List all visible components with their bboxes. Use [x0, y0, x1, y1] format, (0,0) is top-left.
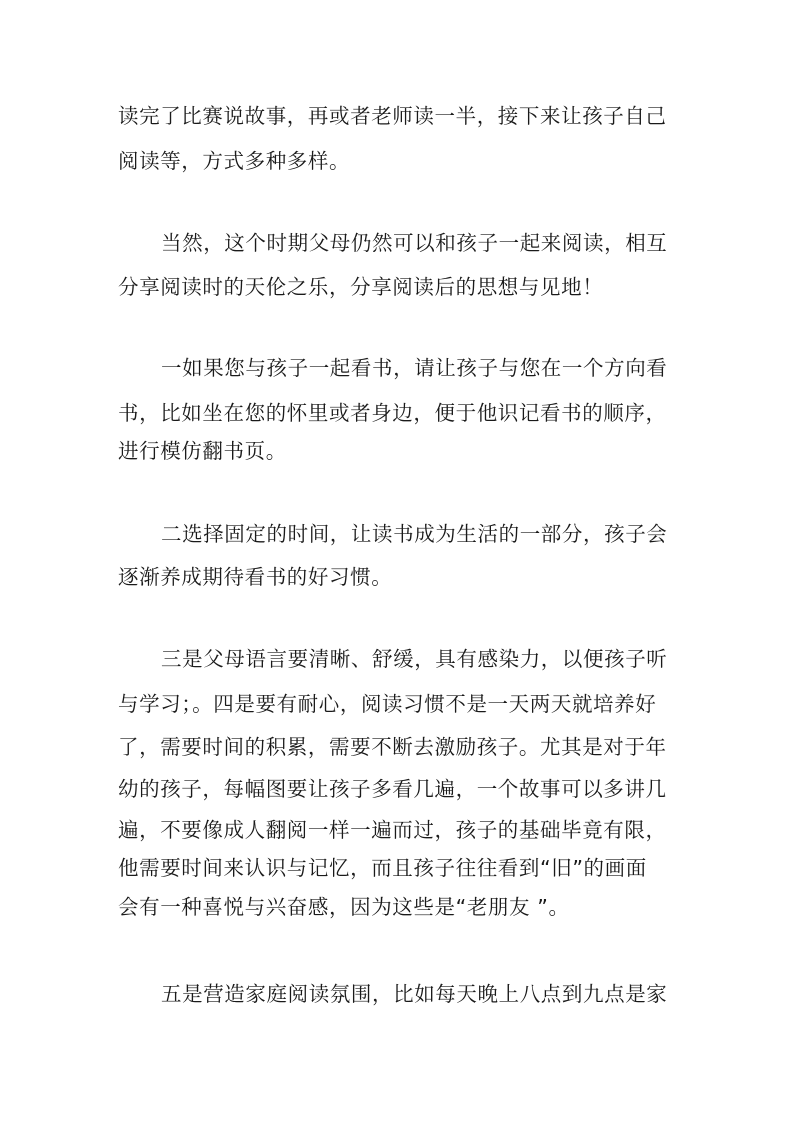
paragraph-3-line-3: 进行模仿翻书页。 [118, 439, 287, 463]
paragraph-2-line-1: 当然，这个时期父母仍然可以和孩子一起来阅读，相互 [161, 231, 668, 255]
paragraph-5-line-1: 三是父母语言要清晰、舒缓，具有感染力，以便孩子听 [161, 647, 668, 671]
paragraph-2-line-2: 分享阅读时的天伦之乐，分享阅读后的思想与见地！ [118, 275, 604, 299]
paragraph-5-line-3: 了，需要时间的积累，需要不断去激励孩子。尤其是对于年 [118, 735, 667, 759]
paragraph-5-line-5: 遍，不要像成人翻阅一样一遍而过，孩子的基础毕竟有限， [118, 818, 667, 842]
paragraph-6-line-1: 五是营造家庭阅读氛围，比如每天晚上八点到九点是家 [161, 982, 668, 1006]
paragraph-3-line-1: 一如果您与孩子一起看书，请让孩子与您在一个方向看 [161, 356, 668, 380]
paragraph-5-line-4: 幼的孩子，每幅图要让孩子多看几遍，一个故事可以多讲几 [118, 777, 667, 801]
paragraph-1-line-1: 读完了比赛说故事，再或者老师读一半，接下来让孩子自己 [118, 104, 667, 128]
paragraph-5-line-6: 他需要时间来认识与记忆，而且孩子往往看到“旧”的画面 [118, 856, 647, 880]
paragraph-4-line-1: 二选择固定的时间，让读书成为生活的一部分，孩子会 [161, 522, 668, 546]
paragraph-5-line-7: 会有一种喜悦与兴奋感，因为这些是“老朋友 ”。 [118, 895, 570, 919]
paragraph-4-line-2: 逐渐养成期待看书的好习惯。 [118, 565, 393, 589]
paragraph-3-line-2: 书，比如坐在您的怀里或者身边，便于他识记看书的顺序， [118, 401, 667, 425]
paragraph-1-line-2: 阅读等，方式多种多样。 [118, 149, 351, 173]
paragraph-5-line-2: 与学习；。四是要有耐心，阅读习惯不是一天两天就培养好 [118, 692, 657, 716]
